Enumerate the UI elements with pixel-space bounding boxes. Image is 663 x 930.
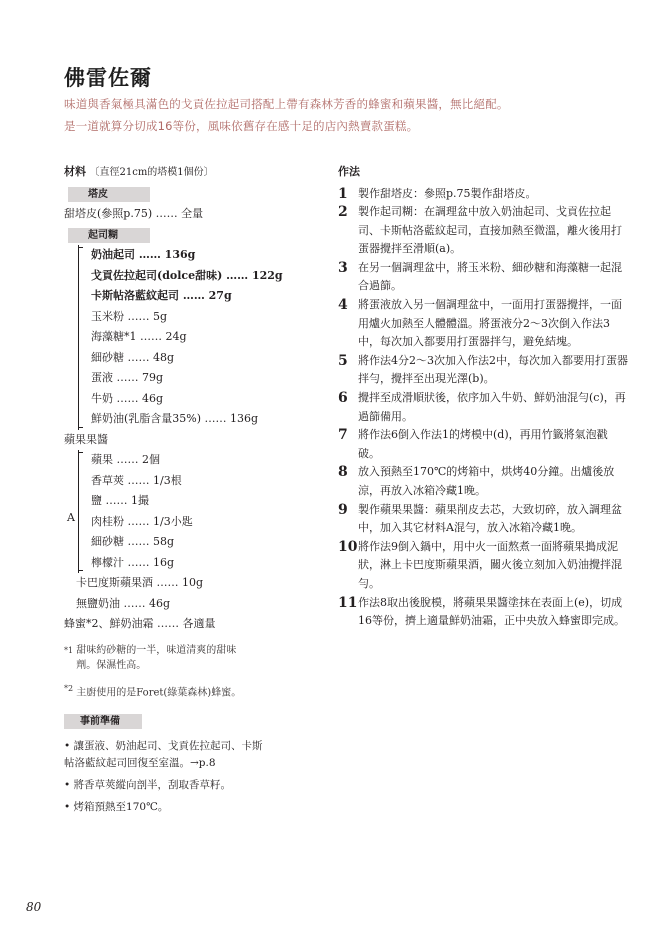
footnote-mark: *2 (64, 683, 74, 693)
page-title: 佛雷佐爾 (64, 66, 152, 90)
ingredient-item: 牛奶 …… 46g (91, 391, 164, 405)
finish-line: 蜂蜜*2、鮮奶油霜 …… 各適量 (64, 617, 216, 630)
step-text: 攪拌至成滑順狀後，依序加入牛奶、鮮奶油混勻(c)，再過篩備用。 (358, 391, 626, 423)
ingredient-item: 肉桂粉 …… 1/3小匙 (91, 514, 193, 528)
page-number: 80 (26, 900, 42, 914)
step-text: 作法8取出後脫模，將蘋果果醬塗抹在表面上(e)，切成16等份，擠上適量鮮奶油霜，正中央放入蜂蜜即完成。 (358, 595, 625, 628)
ingredient-item: 鮮奶油(乳脂含量35%) …… 136g (91, 412, 259, 425)
ingredient-item: 玉米粉 …… 5g (91, 309, 168, 323)
ingredient-item: 香草莢 …… 1/3根 (91, 473, 182, 487)
crust-band: 塔皮 (68, 187, 150, 202)
step-number: 1 (338, 185, 348, 202)
step-text: 將作法9倒入鍋中，用中火一面熬煮一面將蘋果搗成泥狀，淋上卡巴度斯蘋果酒，關火後立刻加入奶油攪拌混勻。 (358, 539, 622, 590)
step-number: 5 (338, 352, 348, 369)
step-8 (338, 463, 628, 500)
ingredient-item: 蛋液 …… 79g (91, 371, 164, 384)
step-text: 製作甜塔皮：參照p.75製作甜塔皮。 (358, 186, 537, 200)
materials-size: 〔直徑21cm的塔模1個份〕 (89, 167, 214, 178)
apple-heading: 蘋果果醬 (64, 432, 108, 446)
ingredient-item: 無鹽奶油 …… 46g (76, 596, 171, 610)
step-number: 9 (338, 501, 348, 518)
prep-item: • 烤箱預熱至170℃。 (64, 800, 169, 813)
ingredient-item: 戈貢佐拉起司(dolce甜味) …… 122g (91, 268, 283, 282)
ingredient-item: 奶油起司 …… 136g (91, 248, 196, 261)
step-2 (338, 203, 628, 259)
step-number: 2 (338, 204, 348, 221)
a-label: A (67, 511, 75, 524)
step-text: 在另一個調理盆中，將玉米粉、細砂糖和海藻糖一起混合過篩。 (358, 260, 622, 293)
materials-column (64, 162, 314, 816)
step-number: 4 (338, 297, 348, 314)
ingredient-item: 卡斯帖洛藍紋起司 …… 27g (91, 289, 232, 302)
ingredient-item: 檸檬汁 …… 16g (91, 555, 175, 569)
ingredient-item: 鹽 …… 1撮 (91, 494, 149, 507)
step-4 (338, 296, 628, 352)
footnote-1 (64, 643, 314, 673)
footnote-text: 甜味約砂糖的一半，味道清爽的甜味劑。保濕性高。 (76, 644, 237, 671)
cheese-band: 起司糊 (68, 228, 150, 243)
footnote-2 (64, 681, 314, 700)
step-3 (338, 259, 628, 296)
step-number: 3 (338, 259, 348, 276)
ingredient-item: 蘋果 …… 2個 (91, 453, 160, 466)
step-text: 將作法4分2～3次加入作法2中，每次加入都要用打蛋器拌勻，攪拌至出現光澤(b)。 (358, 353, 628, 386)
prep-item: • 讓蛋液、奶油起司、戈貢佐拉起司、卡斯帖洛藍紋起司回復至室溫。→p.8 (64, 739, 263, 769)
step-text: 製作蘋果果醬：蘋果削皮去芯，大致切碎，放入調理盆中，加入其它材料A混勻，放入冰箱冷藏1晚。 (358, 502, 622, 535)
step-11 (338, 594, 628, 631)
crust-line: 甜塔皮(參照p.75) …… 全量 (64, 207, 204, 220)
materials-header (64, 162, 314, 184)
cheese-ingredients (78, 245, 314, 430)
step-10 (338, 538, 628, 594)
footnote-text: 主廚使用的是Foret(綠葉森林)蜂蜜。 (76, 686, 242, 698)
ingredient-item: 細砂糖 …… 58g (91, 535, 175, 548)
materials-heading: 材料 (64, 165, 86, 178)
steps-column (338, 162, 628, 631)
step-number: 7 (338, 427, 348, 444)
step-number: 8 (338, 464, 348, 481)
step-number: 10 (338, 538, 358, 555)
prep-band: 事前準備 (64, 714, 142, 729)
step-number: 6 (338, 390, 348, 407)
step-1 (338, 185, 628, 204)
ingredient-item: 海藻糖*1 …… 24g (91, 330, 187, 343)
step-text: 製作起司糊：在調理盆中放入奶油起司、戈貢佐拉起司、卡斯帖洛藍紋起司，直接加熱至微溫，離火後用打蛋器攪拌至滑順(a)。 (358, 205, 622, 256)
ingredient-item: 卡巴度斯蘋果酒 …… 10g (76, 576, 204, 589)
step-number: 11 (338, 594, 358, 611)
footnote-mark: *1 (64, 645, 74, 655)
step-5 (338, 352, 628, 389)
step-6 (338, 389, 628, 426)
step-7 (338, 426, 628, 463)
step-text: 將蛋液放入另一個調理盆中，一面用打蛋器攪拌，一面用爐火加熱至人體體溫。將蛋液分2～3次倒入作法3中，每次加入都要用打蛋器拌勻，避免結塊。 (358, 298, 622, 349)
steps-heading: 作法 (338, 165, 360, 178)
ingredient-item: 細砂糖 …… 48g (91, 350, 175, 364)
apple-ingredients (78, 450, 314, 573)
step-9 (338, 501, 628, 538)
subtitle-line-2: 是一道就算分切成16等份，風味依舊存在感十足的店內熱賣款蛋糕。 (64, 119, 419, 133)
step-text: 將作法6倒入作法1的烤模中(d)，再用竹籤將氣泡戳破。 (358, 428, 608, 460)
apple-group (64, 450, 314, 614)
prep-item: • 將香草莢縱向剖半，刮取香草籽。 (64, 778, 232, 791)
subtitle-line-1: 味道與香氣極具滿色的戈貢佐拉起司搭配上帶有森林芳香的蜂蜜和蘋果醬，無比絕配。 (64, 97, 509, 111)
step-text: 放入預熱至170℃的烤箱中，烘烤40分鐘。出爐後放涼，再放入冰箱冷藏1晚。 (358, 465, 615, 497)
